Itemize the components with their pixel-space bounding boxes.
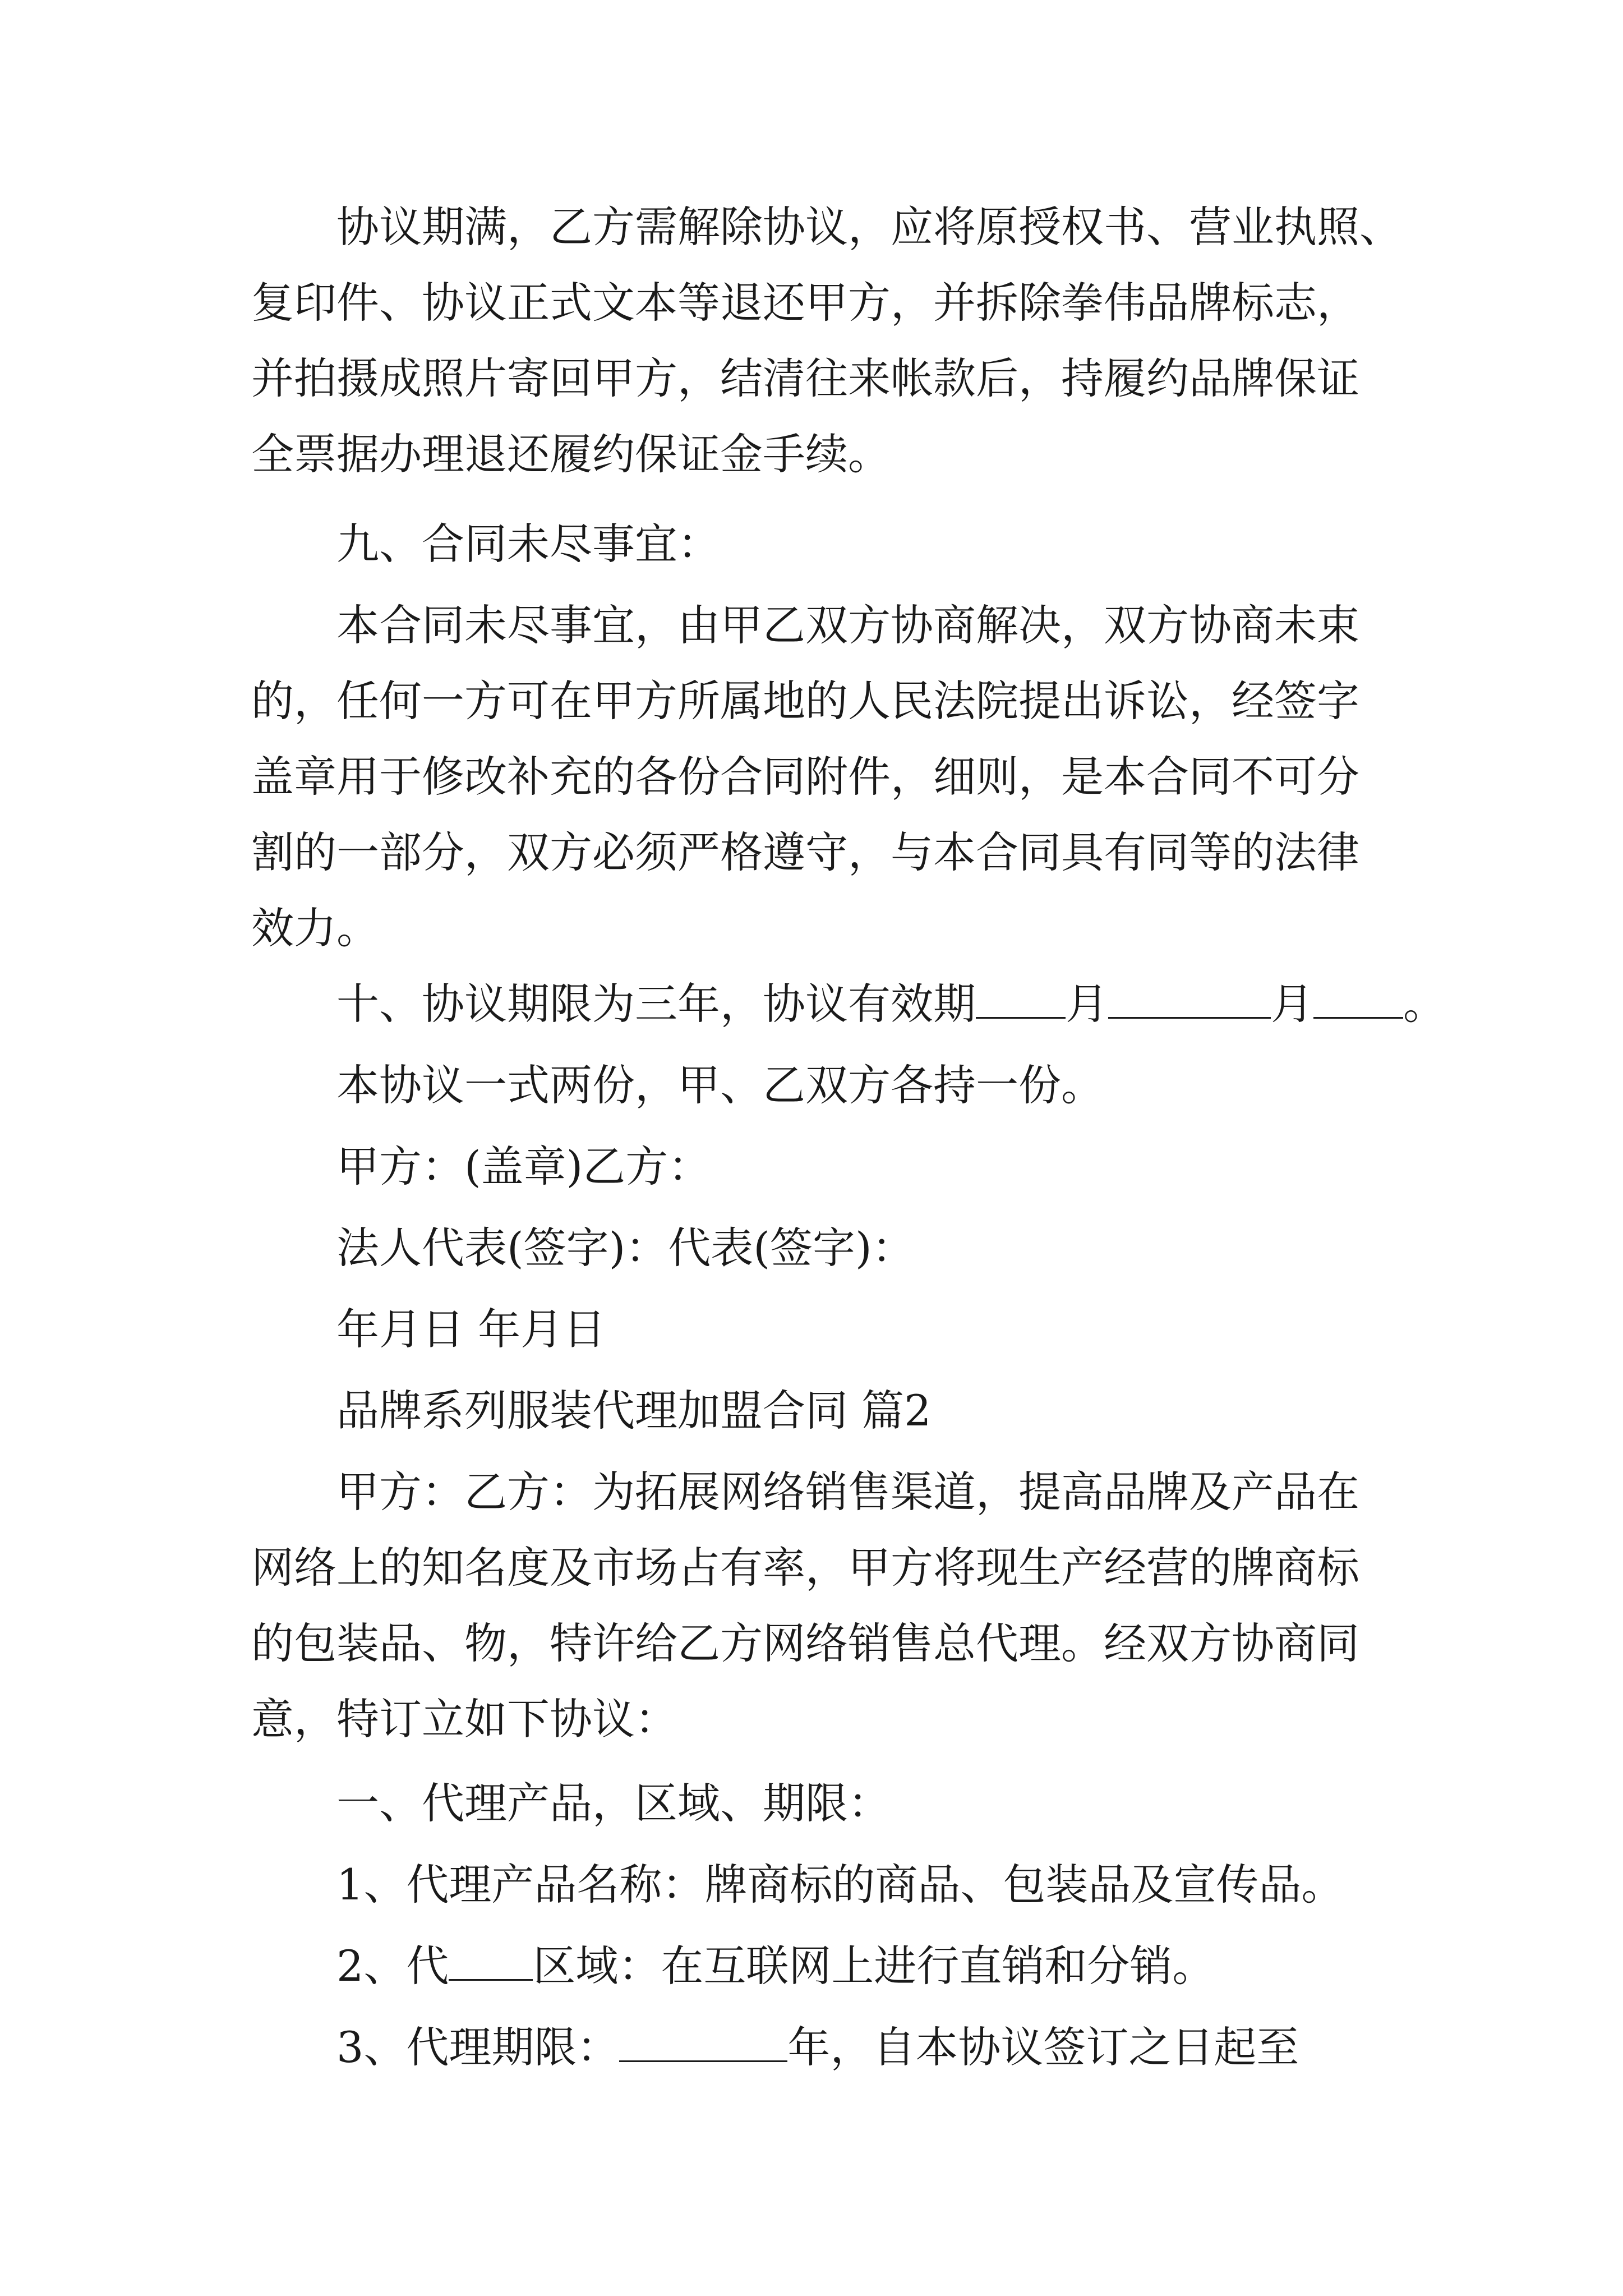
term-line-month: 月: [1271, 979, 1313, 1029]
period-line: [336, 2019, 1299, 2076]
paragraph-line: 复印件、协议正式文本等退还甲方，并拆除拳伟品牌标志，: [251, 278, 1359, 328]
paragraph-line: 效力。: [251, 903, 379, 953]
term-line-prefix: 十、协议期限为三年，协议有效期: [336, 979, 976, 1029]
paragraph-line: 割的一部分，双方必须严格遵守，与本合同具有同等的法律: [251, 827, 1359, 877]
region-line: [336, 1938, 1215, 1994]
paragraph-line: 意，特订立如下协议：: [251, 1694, 677, 1744]
region-line-suffix: 区域：在互联网上进行直销和分销。: [533, 1941, 1215, 1991]
fill-in-blank: [1313, 980, 1403, 1019]
region-line-prefix: 2、代: [336, 1941, 449, 1991]
paragraph-line: 网络上的知名度及市场占有率，甲方将现生产经营的牌商标: [251, 1543, 1359, 1593]
paragraph-line: 并拍摄成照片寄回甲方，结清往来帐款后，持履约品牌保证: [251, 353, 1359, 403]
paragraph-line: 全票据办理退还履约保证金手续。: [251, 429, 891, 479]
paragraph-line: 甲方：乙方：为拓展网络销售渠道，提高品牌及产品在: [336, 1467, 1359, 1517]
paragraph-line: 盖章用于修改补充的各份合同附件，细则，是本合同不可分: [251, 752, 1359, 802]
section-heading: 九、合同未尽事宜：: [336, 519, 720, 569]
signature-line: 法人代表(签字)：代表(签字)：: [336, 1223, 915, 1273]
term-line: [336, 976, 1446, 1032]
paragraph-line: 协议期满，乙方需解除协议，应将原授权书、营业执照、: [336, 202, 1402, 252]
paragraph-line: 的，任何一方可在甲方所属地的人民法院提出诉讼，经签字: [251, 676, 1359, 726]
paragraph-line: 本协议一式两份，甲、乙双方各持一份。: [336, 1060, 1104, 1110]
fill-in-blank: [976, 980, 1066, 1019]
paragraph-line: 1、代理产品名称：牌商标的商品、包装品及宣传品。: [336, 1860, 1344, 1910]
contract-title: 品牌系列服装代理加盟合同 篇2: [336, 1386, 932, 1435]
period-line-suffix: 年，自本协议签订之日起至: [787, 2022, 1299, 2072]
date-line: 年月日 年月日: [336, 1304, 606, 1354]
fill-in-blank: [449, 1942, 533, 1981]
paragraph-line: 的包装品、物，特许给乙方网络销售总代理。经双方协商同: [251, 1618, 1359, 1668]
fill-in-blank: [1108, 980, 1271, 1019]
term-line-end: 。: [1403, 979, 1446, 1029]
signature-line: 甲方：(盖章)乙方：: [336, 1142, 711, 1191]
section-heading: 一、代理产品，区域、期限：: [336, 1778, 891, 1828]
period-line-prefix: 3、代理期限：: [336, 2022, 620, 2072]
paragraph-line: 本合同未尽事宜，由甲乙双方协商解决，双方协商未束: [336, 600, 1359, 650]
term-line-month: 月: [1066, 979, 1108, 1029]
fill-in-blank: [619, 2023, 787, 2062]
